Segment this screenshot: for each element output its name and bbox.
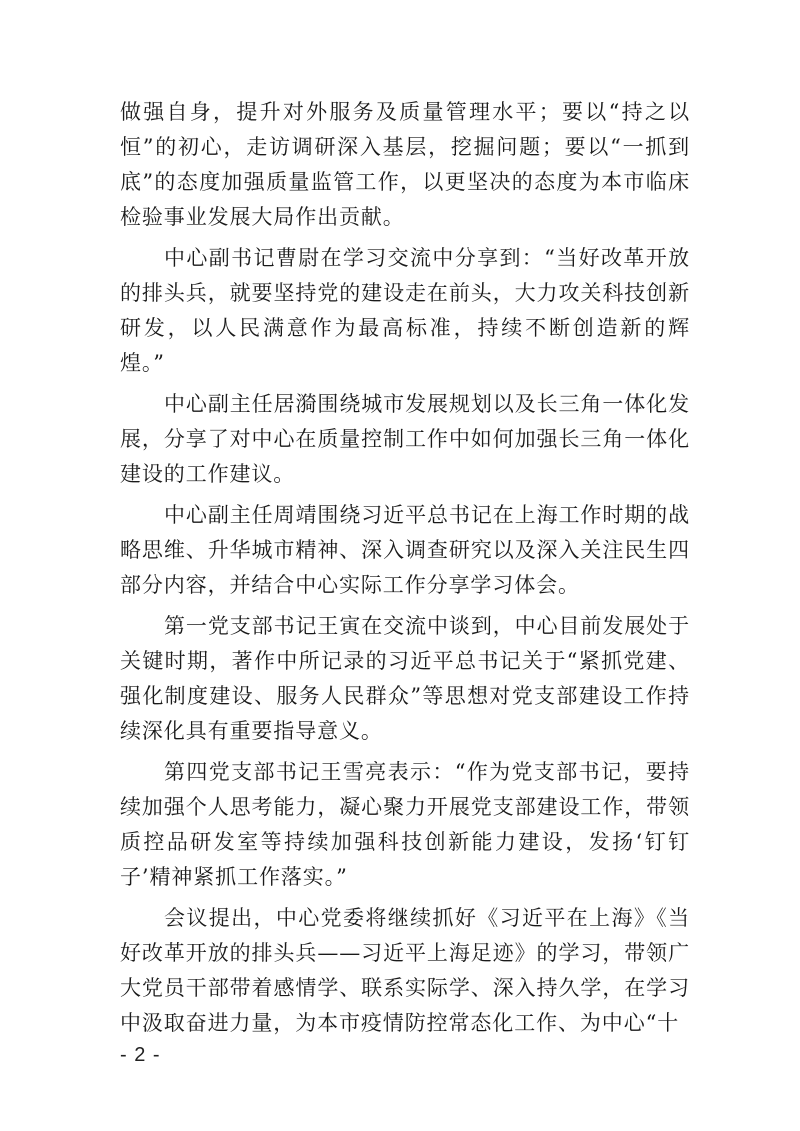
paragraph-zhou-jing: 中心副主任周靖围绕习近平总书记在上海工作时期的战略思维、升华城市精神、深入调查研究以及深入关注民生四部分内容，并结合中心实际工作分享学习体会。 xyxy=(120,503,690,597)
document-body xyxy=(120,95,690,1047)
paragraph-continuation: 做强自身，提升对外服务及质量管理水平；要以“持之以恒”的初心，走访调研深入基层，挖掘问题；要以“一抓到底”的态度加强质量监管工作，以更坚决的态度为本市临床检验事业发展大局作出贡献。 xyxy=(120,100,690,229)
page-number: - 2 - xyxy=(120,1044,161,1066)
paragraph-wang-xueliang: 第四党支部书记王雪亮表示：“作为党支部书记，要持续加强个人思考能力，凝心聚力开展党支部建设工作，带领质控品研发室等持续加强科技创新能力建设，发扬‘钉钉子’精神紧抓工作落实。” xyxy=(120,760,690,889)
paragraph-wang-yin: 第一党支部书记王寅在交流中谈到，中心目前发展处于关键时期，著作中所记录的习近平总书记关于“紧抓党建、强化制度建设、服务人民群众”等思想对党支部建设工作持续深化具有重要指导意义。 xyxy=(120,614,690,743)
paragraph-ju-yi: 中心副主任居漪围绕城市发展规划以及长三角一体化发展，分享了对中心在质量控制工作中如何加强长三角一体化建设的工作建议。 xyxy=(120,392,690,486)
paragraph-meeting-conclusion: 会议提出，中心党委将继续抓好《习近平在上海》《当好改革开放的排头兵——习近平上海足迹》的学习，带领广大党员干部带着感情学、联系实际学、深入持久学，在学习中汲取奋进力量，为本市疫情防控常态化工作、为中心“十 xyxy=(120,906,690,1035)
paragraph-cao-wei: 中心副书记曹尉在学习交流中分享到：“当好改革开放的排头兵，就要坚持党的建设走在前头，大力攻关科技创新研发，以人民满意作为最高标准，持续不断创造新的辉煌。” xyxy=(120,246,690,375)
